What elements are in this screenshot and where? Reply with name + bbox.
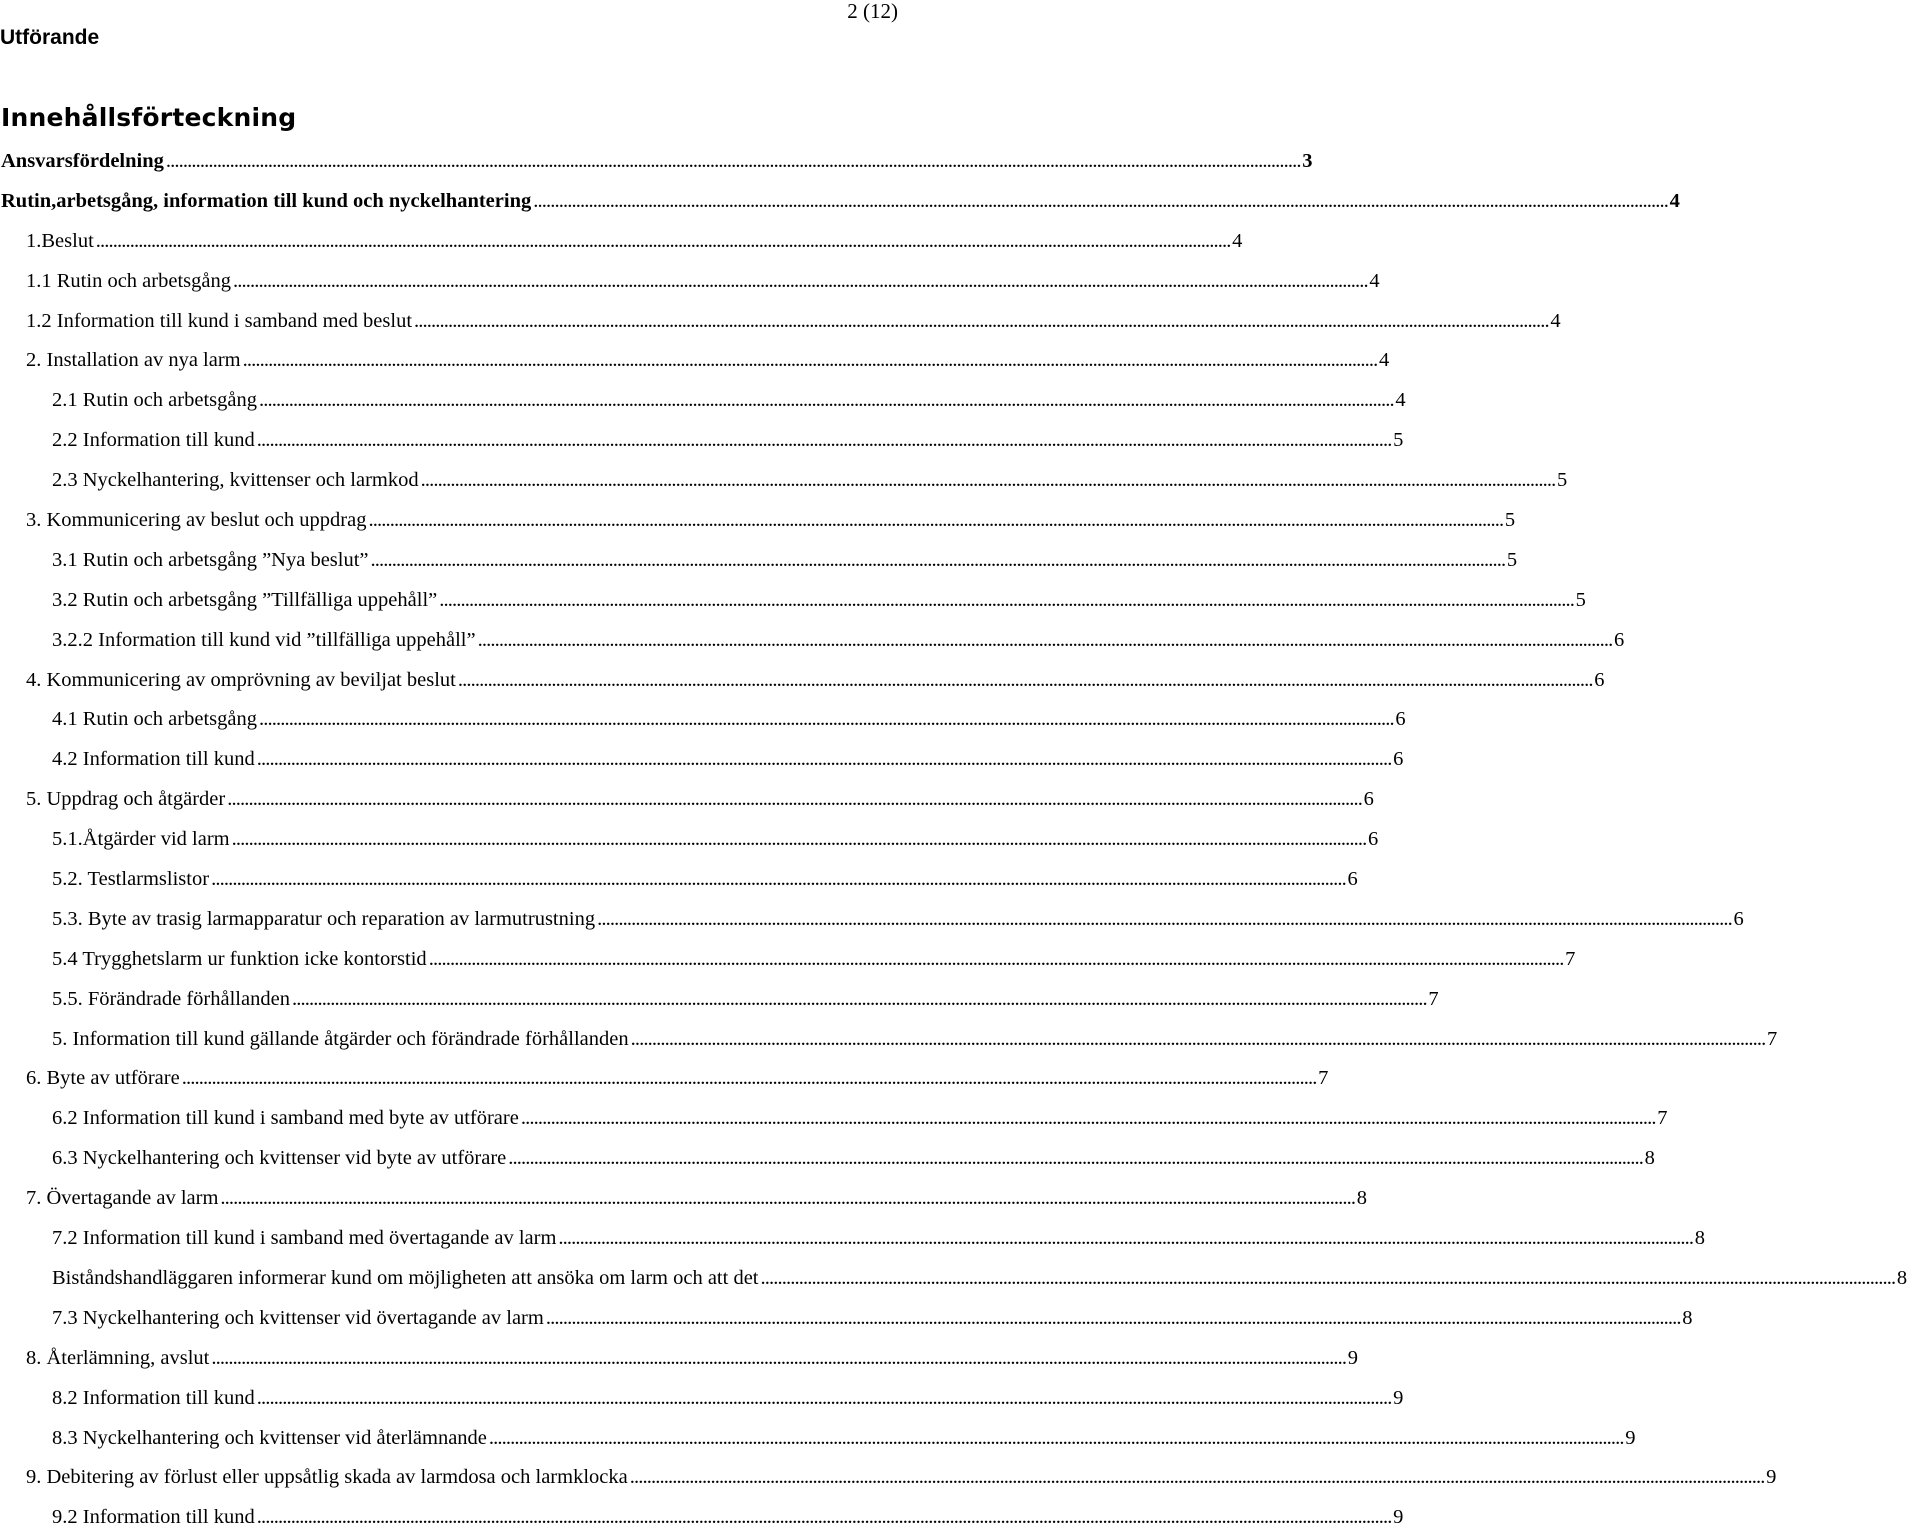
dot-leader xyxy=(211,861,1344,897)
toc-entry-page: 5 xyxy=(1506,548,1518,571)
toc-entry-text: 3.1 Rutin och arbetsgång ”Nya beslut” xyxy=(52,548,369,571)
toc-entry-text: 5.2. Testlarmslistor xyxy=(52,868,210,891)
toc-entry-page: 6 xyxy=(1393,748,1404,771)
page-number: 2 (12) xyxy=(847,0,898,23)
toc-entry[interactable] xyxy=(0,1060,1329,1100)
toc-entry-page: 6 xyxy=(1347,868,1358,891)
toc-entry-page: 4 xyxy=(1669,189,1680,212)
dot-leader xyxy=(631,1021,1764,1057)
toc-entry-text: 2. Installation av nya larm xyxy=(26,349,241,372)
toc-entry-text: 6. Byte av utförare xyxy=(26,1067,180,1090)
toc-entry-text: 5. Uppdrag och åtgärder xyxy=(26,788,226,811)
dot-leader xyxy=(259,382,1392,418)
toc-entry-text: 3.2.2 Information till kund vid ”tillfälliga uppehåll” xyxy=(52,628,476,651)
toc-entry-page: 4 xyxy=(1379,349,1390,372)
dot-leader xyxy=(166,143,1299,179)
toc-entry-text: 1.2 Information till kund i samband med beslut xyxy=(26,309,413,332)
toc-entry[interactable] xyxy=(0,1380,1404,1420)
toc-entry[interactable] xyxy=(0,1300,1693,1340)
toc-entry[interactable] xyxy=(0,1260,1907,1300)
toc-entry-page: 7 xyxy=(1767,1027,1778,1050)
toc-entry-text: 1.1 Rutin och arbetsgång xyxy=(26,269,231,292)
dot-leader xyxy=(220,1180,1353,1216)
toc-entry[interactable] xyxy=(0,981,1439,1021)
toc-entry[interactable] xyxy=(0,223,1243,263)
toc-entry-text: 6.2 Information till kund i samband med byte av utförare xyxy=(52,1107,519,1130)
toc-entry[interactable] xyxy=(0,701,1406,741)
toc-entry-text: 4. Kommunicering av omprövning av beviljat beslut xyxy=(26,668,456,691)
toc-entry[interactable] xyxy=(0,781,1374,821)
toc-entry[interactable] xyxy=(0,622,1625,662)
toc-entry[interactable] xyxy=(0,183,1680,223)
toc-entry-text: 3.2 Rutin och arbetsgång ”Tillfälliga uppehåll” xyxy=(52,588,438,611)
dot-leader xyxy=(96,223,1229,259)
dot-leader xyxy=(421,462,1554,498)
toc-entry-text: 8. Återlämning, avslut xyxy=(26,1346,210,1369)
toc-entry-page: 6 xyxy=(1363,788,1374,811)
toc-entry-page: 8 xyxy=(1356,1187,1368,1210)
toc-entry-page: 6 xyxy=(1733,907,1744,930)
dot-leader xyxy=(458,662,1591,698)
toc-entry-text: 5.4 Trygghetslarm ur funktion icke kontorstid xyxy=(52,947,427,970)
dot-leader xyxy=(521,1100,1654,1136)
toc-entry-text: 4.2 Information till kund xyxy=(52,748,255,771)
dot-leader xyxy=(257,1499,1390,1535)
toc-entry[interactable] xyxy=(0,662,1605,702)
toc-entry-text: 9.2 Information till kund xyxy=(52,1506,255,1529)
dot-leader xyxy=(508,1140,1641,1176)
toc-entry[interactable] xyxy=(0,382,1406,422)
toc-entry[interactable] xyxy=(0,821,1379,861)
toc-entry-text: 2.3 Nyckelhantering, kvittenser och larmkod xyxy=(52,469,419,492)
dot-leader xyxy=(414,303,1547,339)
dot-leader xyxy=(227,781,1360,817)
dot-leader xyxy=(478,622,1611,658)
toc-entry-page: 3 xyxy=(1302,150,1313,172)
toc-entry-text: 8.2 Information till kund xyxy=(52,1386,255,1409)
toc-entry-page: 9 xyxy=(1766,1466,1777,1489)
toc-entry-text: Ansvarsfördelning xyxy=(1,150,164,172)
toc-entry[interactable] xyxy=(0,741,1404,781)
toc-entry-page: 5 xyxy=(1504,509,1516,532)
toc-entry[interactable] xyxy=(0,1180,1368,1220)
toc-entry[interactable] xyxy=(0,582,1586,622)
dot-leader xyxy=(292,981,1425,1017)
toc-entry[interactable] xyxy=(0,1499,1404,1539)
dot-leader xyxy=(368,502,1501,538)
toc-entry-page: 4 xyxy=(1550,309,1561,332)
toc-entry[interactable] xyxy=(0,143,1313,183)
section-title: Utförande xyxy=(0,26,100,49)
toc-entry[interactable] xyxy=(0,1100,1668,1140)
toc-entry[interactable] xyxy=(0,462,1568,502)
toc-entry[interactable] xyxy=(0,901,1744,941)
toc-entry[interactable] xyxy=(0,1140,1655,1180)
toc-entry-text: 9. Debitering av förlust eller uppsåtlig skada av larmdosa och larmklocka xyxy=(26,1466,628,1489)
dot-leader xyxy=(429,941,1562,977)
toc-entry-page: 6 xyxy=(1368,828,1379,851)
dot-leader xyxy=(489,1420,1622,1456)
toc-entry[interactable] xyxy=(0,861,1358,901)
dot-leader xyxy=(630,1459,1763,1495)
table-of-contents xyxy=(0,143,1907,1539)
toc-entry-page: 4 xyxy=(1395,389,1406,412)
dot-leader xyxy=(257,422,1390,458)
toc-entry[interactable] xyxy=(0,263,1380,303)
toc-entry-page: 6 xyxy=(1613,628,1625,651)
toc-entry-text: 5. Information till kund gällande åtgärder och förändrade förhållanden xyxy=(52,1027,629,1050)
dot-leader xyxy=(243,342,1376,378)
dot-leader xyxy=(257,741,1390,777)
dot-leader xyxy=(597,901,1730,937)
toc-entry-text: 7. Övertagande av larm xyxy=(26,1187,219,1210)
toc-entry[interactable] xyxy=(0,941,1576,981)
toc-entry-page: 8 xyxy=(1644,1147,1655,1170)
toc-entry-page: 8 xyxy=(1694,1227,1706,1250)
toc-entry-text: 1.Beslut xyxy=(26,229,94,252)
toc-entry-text: 2.2 Information till kund xyxy=(52,429,255,452)
toc-entry-page: 8 xyxy=(1896,1266,1907,1289)
toc-entry-page: 7 xyxy=(1318,1067,1329,1090)
toc-entry[interactable] xyxy=(0,1340,1358,1380)
toc-entry-page: 5 xyxy=(1557,469,1568,492)
toc-entry-page: 8 xyxy=(1682,1306,1693,1329)
dot-leader xyxy=(546,1300,1679,1336)
toc-entry[interactable] xyxy=(0,303,1561,343)
toc-entry[interactable] xyxy=(0,502,1516,542)
toc-entry-text: 7.3 Nyckelhantering och kvittenser vid övertagande av larm xyxy=(52,1306,544,1329)
toc-entry[interactable] xyxy=(0,1420,1636,1460)
toc-entry[interactable] xyxy=(0,422,1404,462)
toc-entry-page: 7 xyxy=(1428,987,1439,1010)
toc-entry-text: 5.5. Förändrade förhållanden xyxy=(52,987,290,1010)
toc-entry-page: 6 xyxy=(1594,668,1605,691)
toc-entry-text: 4.1 Rutin och arbetsgång xyxy=(52,708,257,731)
toc-entry-page: 6 xyxy=(1395,708,1406,731)
dot-leader xyxy=(371,542,1504,578)
toc-entry-page: 7 xyxy=(1565,947,1576,970)
toc-entry-page: 9 xyxy=(1625,1426,1636,1449)
toc-entry-text: 5.3. Byte av trasig larmapparatur och reparation av larmutrustning xyxy=(52,907,596,930)
toc-entry[interactable] xyxy=(0,542,1518,582)
toc-entry-page: 4 xyxy=(1232,229,1243,252)
dot-leader xyxy=(232,821,1365,857)
toc-entry[interactable] xyxy=(0,1459,1777,1499)
dot-leader xyxy=(233,263,1366,299)
toc-entry-page: 9 xyxy=(1347,1346,1358,1369)
toc-entry-text: 2.1 Rutin och arbetsgång xyxy=(52,389,257,412)
toc-entry[interactable] xyxy=(0,1021,1778,1061)
toc-entry-text: 3. Kommunicering av beslut och uppdrag xyxy=(26,509,367,532)
dot-leader xyxy=(558,1220,1691,1256)
toc-title: Innehållsförteckning xyxy=(1,103,297,132)
toc-entry-text: Biståndshandläggaren informerar kund om möjligheten att ansöka om larm och att det xyxy=(52,1266,759,1289)
dot-leader xyxy=(182,1060,1315,1096)
toc-entry-page: 5 xyxy=(1393,429,1404,452)
toc-entry-text: 6.3 Nyckelhantering och kvittenser vid byte av utförare xyxy=(52,1147,507,1170)
toc-entry-page: 9 xyxy=(1393,1386,1404,1409)
dot-leader xyxy=(259,701,1392,737)
dot-leader xyxy=(439,582,1572,618)
dot-leader xyxy=(761,1260,1894,1296)
dot-leader xyxy=(257,1380,1390,1416)
toc-entry[interactable] xyxy=(0,342,1390,382)
toc-entry-text: 7.2 Information till kund i samband med övertagande av larm xyxy=(52,1227,557,1250)
toc-entry[interactable] xyxy=(0,1220,1706,1260)
toc-entry-page: 9 xyxy=(1393,1506,1404,1529)
dot-leader xyxy=(211,1340,1344,1376)
toc-entry-text: 8.3 Nyckelhantering och kvittenser vid återlämnande xyxy=(52,1426,487,1449)
toc-entry-text: 5.1.Åtgärder vid larm xyxy=(52,828,230,851)
toc-entry-page: 5 xyxy=(1575,588,1586,611)
dot-leader xyxy=(533,183,1666,219)
toc-entry-page: 7 xyxy=(1657,1107,1668,1130)
toc-entry-text: Rutin,arbetsgång, information till kund och nyckelhantering xyxy=(1,189,532,212)
toc-entry-page: 4 xyxy=(1369,269,1380,292)
